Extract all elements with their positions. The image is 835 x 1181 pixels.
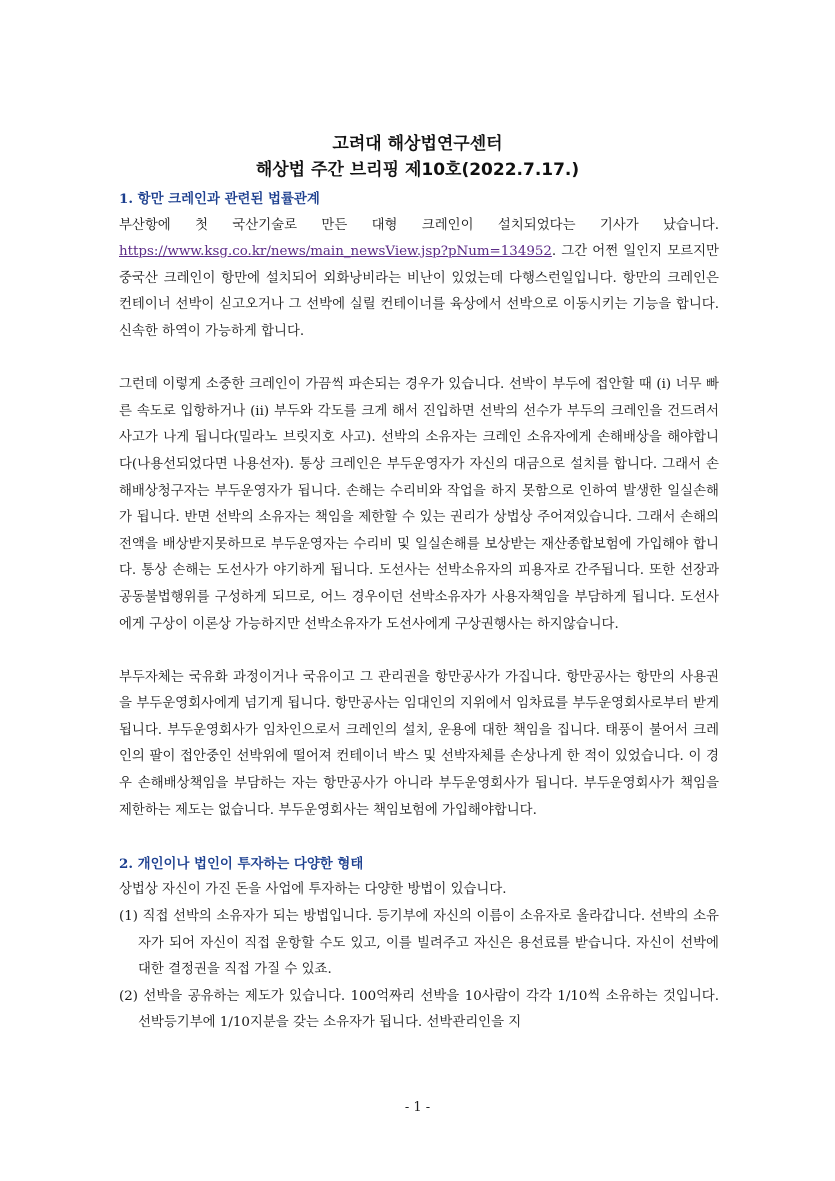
paragraph-gap bbox=[119, 638, 719, 665]
paragraph-gap bbox=[119, 346, 719, 373]
news-link[interactable]: https://www.ksg.co.kr/news/main_newsView.jsp?pNum=134952 bbox=[119, 244, 552, 260]
section2-item-2: (2) 선박을 공유하는 제도가 있습니다. 100억짜리 선박을 10사람이 각각 1/10씩 소유하는 것입니다. 선박등기부에 1/10지분을 갖는 소유자가 됩니다. 선박관리인을 지 bbox=[119, 988, 719, 1031]
section1-paragraph-3: 부두자체는 국유화 과정이거나 국유이고 그 관리권을 항만공사가 가집니다. 항만공사는 항만의 사용권을 부두운영회사에게 넘기게 됩니다. 항만공사는 임대인의 지위에서 임차료를 부두운영회사로부터 받게 됩니다. 부두운영회사가 임차인으로서 크레인의 설치, 운용에 대한 책임을 집니다. 태풍이 불어서 크레인의 팔이 접안중인 선박위에 떨어져 컨테이너 박스 및 선박자체를 손상나게 한 적이 있었습니다. 이 경우 손해배상책임을 부담하는 자는 항만공사가 아니라 부두운영회사가 됩니다. 부두운영회사가 책임을 제한하는 제도는 없습니다. 부두운영회사는 책임보험에 가입해야합니다. bbox=[119, 669, 719, 818]
document-body bbox=[119, 186, 719, 1037]
section1-paragraph-1 bbox=[119, 213, 719, 346]
center-title: 고려대 해상법연구센터 bbox=[332, 134, 503, 154]
section1-paragraph-2: 그런데 이렇게 소중한 크레인이 가끔씩 파손되는 경우가 있습니다. 선박이 부두에 접안할 때 (i) 너무 빠른 속도로 입항하거나 (ii) 부두와 각도를 크게 해서 진입하면 선박의 선수가 부두의 크레인을 건드려서 사고가 나게 됩니다(밀라노 브릿지호 사고). 선박의 소유자는 크레인 소유자에게 손해배상을 해야합니다(나용선되었다면 나용선자). 통상 크레인은 부두운영자가 자신의 대금으로 설치를 합니다. 그래서 손해배상청구자는 부두운영자가 됩니다. 손해는 수리비와 작업을 하지 못함으로 인하여 발생한 일실손해가 됩니다. 반면 선박의 소유자는 책임을 제한할 수 있는 권리가 상법상 주어져있습니다. 그래서 손해의 전액을 배상받지못하므로 부두운영자는 수리비 및 일실손해를 보상받는 재산종합보험에 가입해야 합니다. 통상 손해는 도선사가 야기하게 됩니다. 도선사는 선박소유자의 피용자로 간주됩니다. 또한 선장과 공동불법행위를 구성하게 되므로, 어느 경우이던 선박소유자가 사용자책임을 부담하게 됩니다. 도선사에게 구상이 이론상 가능하지만 선박소유자가 도선사에게 구상권행사는 하지않습니다. bbox=[119, 377, 719, 632]
paragraph-text: . 그간 어쩐 일인지 모르지만 중국산 크레인이 항만에 설치되어 외화낭비라는 비난이 있었는데 다행스런일입니다. 항만의 크레인은 컨테이너 선박이 싣고오거나 그 선박에 실릴 컨테이너를 육상에서 선박으로 이동시키는 기능을 합니다. 신속한 하역이 가능하게 합니다. bbox=[119, 244, 719, 339]
paragraph-gap bbox=[119, 824, 719, 851]
section2-heading: 2. 개인이나 법인이 투자하는 다양한 형태 bbox=[119, 855, 364, 872]
section2-item-1: (1) 직접 선박의 소유자가 되는 방법입니다. 등기부에 자신의 이름이 소유자로 올라갑니다. 선박의 소유자가 되어 자신이 직접 운항할 수도 있고, 이를 빌려주고 자신은 용선료를 받습니다. 자신이 선박에 대한 결정권을 직접 가질 수 있죠. bbox=[119, 909, 719, 978]
briefing-title: 해상법 주간 브리핑 제10호(2022.7.17.) bbox=[255, 160, 580, 180]
section1-heading: 1. 항만 크레인과 관련된 법률관계 bbox=[119, 191, 320, 207]
paragraph-text: 부산항에 첫 국산기술로 만든 대형 크레인이 설치되었다는 기사가 났습니다. bbox=[119, 217, 719, 233]
section2-intro: 상법상 자신이 가진 돈을 사업에 투자하는 다양한 방법이 있습니다. bbox=[119, 882, 507, 898]
page-number: - 1 - bbox=[404, 1100, 431, 1115]
document-title-block bbox=[0, 132, 835, 182]
